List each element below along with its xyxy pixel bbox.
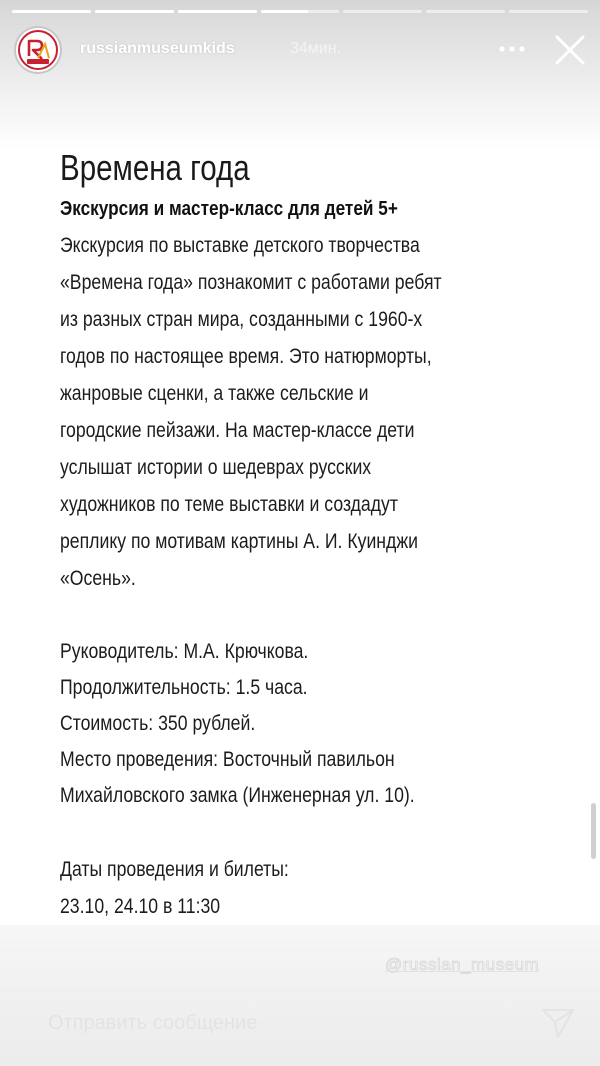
progress-segment xyxy=(343,10,422,13)
post-title: Времена года xyxy=(60,147,250,188)
details-line: Стоимость: 350 рублей. xyxy=(60,712,256,735)
details-line: Место проведения: Восточный павильон xyxy=(60,748,395,771)
scrollbar[interactable] xyxy=(591,803,596,859)
logo-icon xyxy=(16,28,60,72)
story-timestamp: 34мин. xyxy=(290,40,342,57)
description-line: Экскурсия по выставке детского творчества xyxy=(60,234,420,257)
dates-label: Даты проведения и билеты: xyxy=(60,858,289,881)
progress-segment xyxy=(95,10,174,13)
progress-segment xyxy=(261,10,340,13)
details-line: Михайловского замка (Инженерная ул. 10). xyxy=(60,784,415,807)
progress-segment-fill xyxy=(178,10,257,13)
description-line: реплику по мотивам картины А. И. Куинджи xyxy=(60,530,418,553)
message-input[interactable] xyxy=(18,1000,578,1046)
description-line: жанровые сценки, а также сельские и xyxy=(60,382,369,405)
progress-segment-fill xyxy=(12,10,91,13)
dates-value: 23.10, 24.10 в 11:30 xyxy=(60,895,221,918)
progress-segment xyxy=(426,10,505,13)
top-gradient xyxy=(0,0,600,150)
description-line: «Времена года» познакомит с работами ребят xyxy=(60,271,442,294)
details-line: Руководитель: М.А. Крючкова. xyxy=(60,640,309,663)
progress-segment xyxy=(178,10,257,13)
description-line: «Осень». xyxy=(60,567,136,590)
close-icon[interactable] xyxy=(552,32,588,68)
description-line: художников по теме выставки и создадут xyxy=(60,493,398,516)
story-progress-bar xyxy=(12,10,588,13)
progress-segment xyxy=(12,10,91,13)
russian-museum-kids-logo[interactable] xyxy=(16,28,60,72)
progress-segment-fill xyxy=(95,10,174,13)
progress-segment xyxy=(509,10,588,13)
progress-segment-fill xyxy=(261,10,308,13)
mention-sticker[interactable]: @russian_museum xyxy=(385,955,540,974)
details-line: Продолжительность: 1.5 часа. xyxy=(60,676,308,699)
post-subtitle: Экскурсия и мастер-класс для детей 5+ xyxy=(60,198,398,220)
description-line: городские пейзажи. На мастер-классе дети xyxy=(60,419,415,442)
story-username[interactable]: russianmuseumkids xyxy=(80,40,235,57)
description-line: годов по настоящее время. Это натюрморты, xyxy=(60,345,432,368)
description-line: услышат истории о шедеврах русских xyxy=(60,456,372,479)
description-line: из разных стран мира, созданными с 1960-х xyxy=(60,308,423,331)
more-horizontal-icon[interactable] xyxy=(498,44,526,54)
send-icon[interactable] xyxy=(540,1006,576,1040)
